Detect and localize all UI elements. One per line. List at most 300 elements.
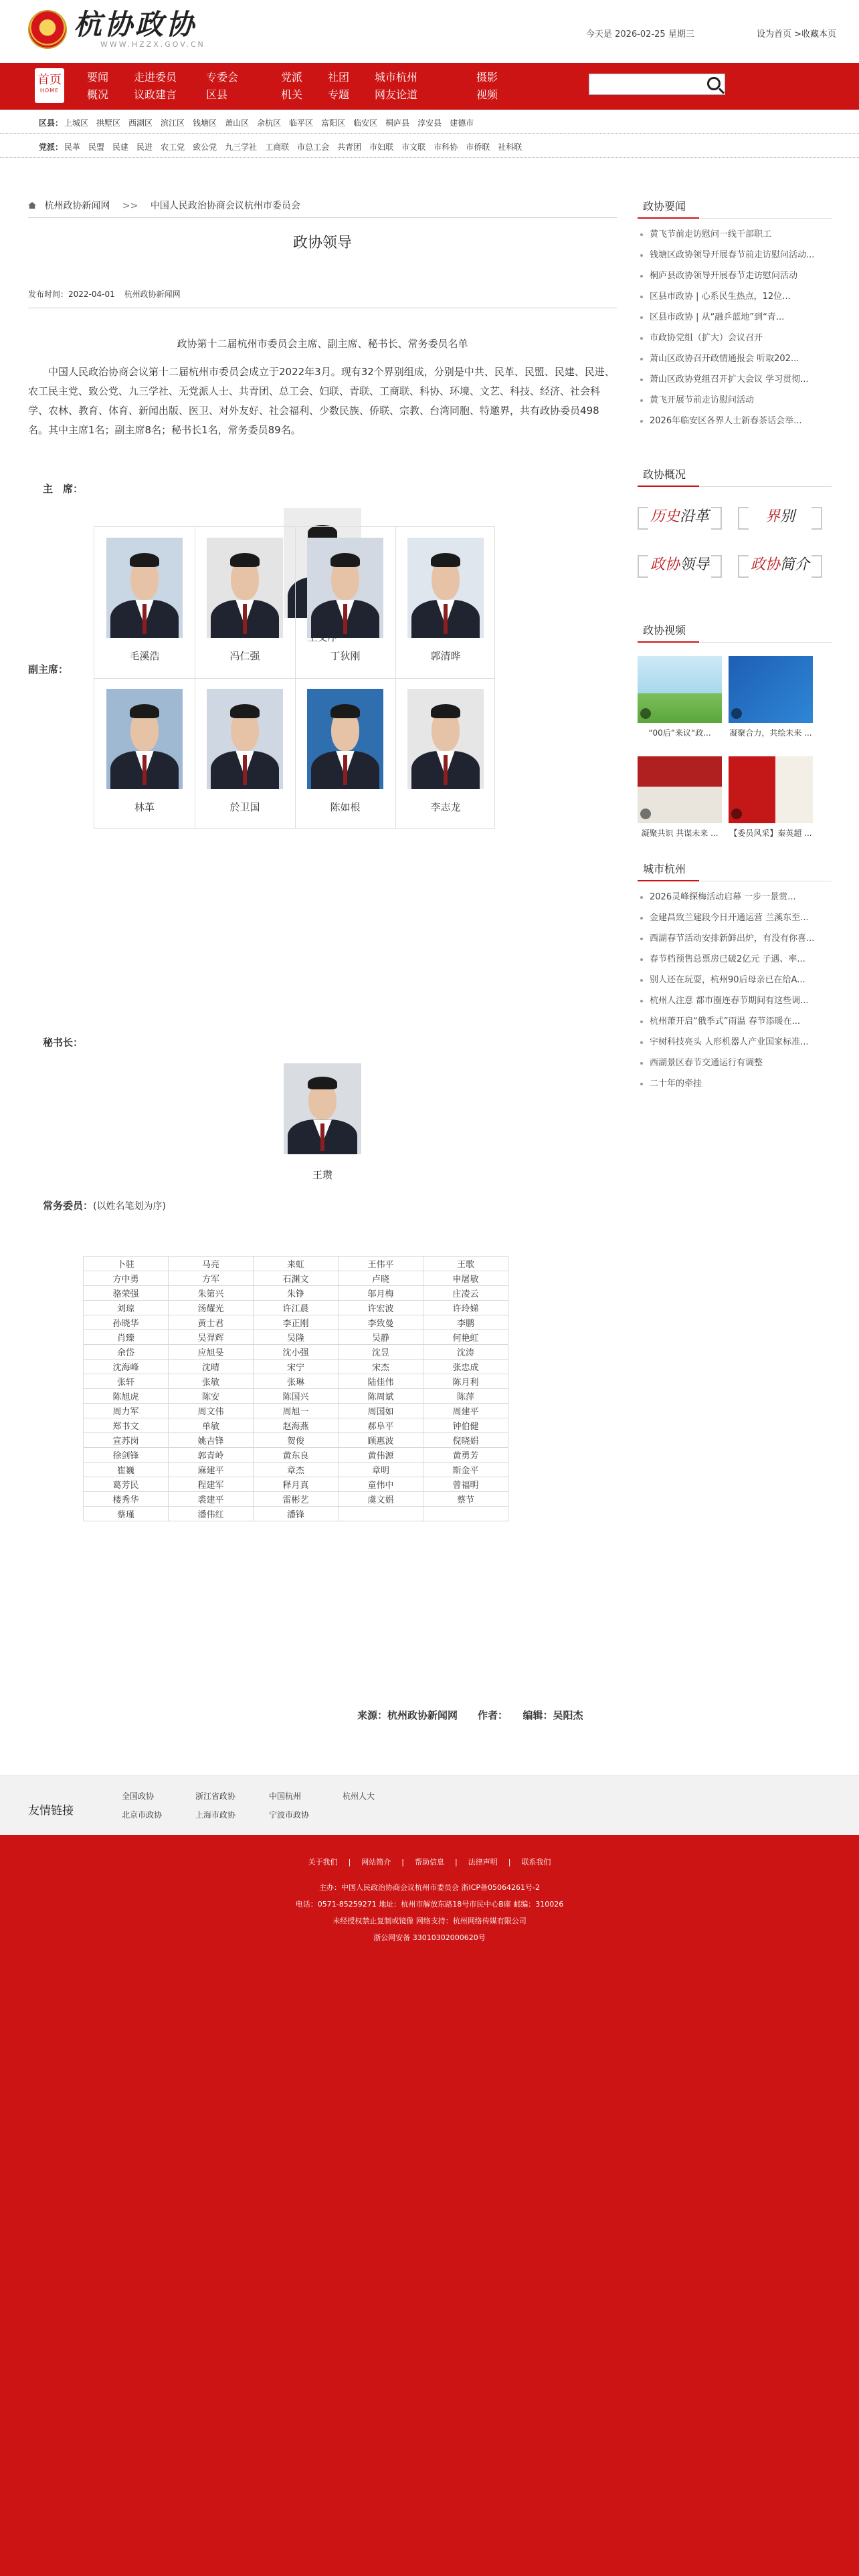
member-name-cell: 倪晓娟 <box>423 1433 508 1448</box>
member-name-cell: 沈昱 <box>339 1345 423 1360</box>
standing-label: 常务委员： <box>43 1200 94 1212</box>
city-news-item[interactable]: 西湖景区春节交通运行有调整 <box>638 1053 832 1073</box>
member-name-cell: 郝阜平 <box>339 1418 423 1433</box>
vice-chair-photo <box>106 538 183 638</box>
city-news-item[interactable]: 二十年的牵挂 <box>638 1073 832 1094</box>
member-name-cell: 许玲娣 <box>423 1301 508 1315</box>
main-nav <box>0 63 859 110</box>
member-name-cell: 申屠敏 <box>423 1271 508 1286</box>
member-name-cell: 方军 <box>169 1271 254 1286</box>
vice-chair-name: 冯仁强 <box>229 650 260 662</box>
member-name-cell: 陈萍 <box>423 1389 508 1404</box>
search-icon[interactable] <box>707 77 721 90</box>
footer-link[interactable]: 关于我们 <box>308 1858 338 1866</box>
play-icon <box>640 708 651 719</box>
footer-contact: 电话：0571-85259271 地址：杭州市解放东路18号市民中心B座 邮编：310026 <box>295 1900 564 1909</box>
district-link[interactable]: 富阳区 <box>321 118 346 128</box>
member-name-cell: 李致曼 <box>339 1315 423 1330</box>
member-name-cell: 章明 <box>339 1463 423 1477</box>
friend-link[interactable]: 浙江省政协 <box>195 1792 236 1801</box>
member-name-cell: 汤耀光 <box>169 1301 254 1315</box>
secretary-name: 王瓒 <box>312 1169 332 1181</box>
member-name-cell: 卢晓 <box>339 1271 423 1286</box>
member-name-cell: 王伟平 <box>339 1257 423 1271</box>
district-link[interactable]: 萧山区 <box>225 118 250 128</box>
top-links <box>757 27 836 39</box>
table-row <box>84 1286 508 1301</box>
table-row <box>84 1330 508 1345</box>
table-row <box>84 1433 508 1448</box>
video-item[interactable] <box>729 756 813 838</box>
party-label: 党派： <box>39 142 64 152</box>
vice-chair-photo <box>106 689 183 789</box>
standing-note: (以姓名笔划为序) <box>93 1201 166 1212</box>
table-row <box>84 1507 508 1521</box>
party-row <box>0 134 859 158</box>
member-name-cell: 石渊文 <box>254 1271 339 1286</box>
district-link[interactable]: 上城区 <box>64 118 89 128</box>
nav-home-button[interactable] <box>35 68 64 103</box>
nav-item-members[interactable]: 走进委员 <box>134 71 177 84</box>
friend-links <box>0 1775 859 1835</box>
site-logo[interactable] <box>28 9 205 49</box>
tile-b: 沿革 <box>680 508 710 525</box>
party-link[interactable]: 市文联 <box>401 142 426 152</box>
news-item[interactable]: 钱塘区政协领导开展春节前走访慰问活动... <box>638 245 832 265</box>
member-name-cell: 卜驻 <box>84 1257 169 1271</box>
member-name-cell: 朱铮 <box>254 1286 339 1301</box>
nav-item-committees[interactable]: 专委会 <box>206 71 239 84</box>
table-row <box>84 1477 508 1492</box>
overview-history[interactable] <box>638 500 722 534</box>
member-name-cell: 沈晴 <box>169 1360 254 1374</box>
party-link[interactable]: 工商联 <box>265 142 290 152</box>
party-items <box>64 141 530 152</box>
member-name-cell: 周文伟 <box>169 1404 254 1418</box>
video-thumbnail <box>638 756 722 823</box>
breadcrumb-current[interactable]: 中国人民政治协商会议杭州市委员会 <box>150 201 300 211</box>
photo-tie <box>444 755 448 785</box>
tile-a: 界 <box>765 508 780 525</box>
member-name-cell: 钟伯健 <box>423 1418 508 1433</box>
member-name-cell: 庄凌云 <box>423 1286 508 1301</box>
breadcrumb-separator: >> <box>122 201 138 211</box>
member-name-cell: 孙晓华 <box>84 1315 169 1330</box>
member-name-cell: 应旭旻 <box>169 1345 254 1360</box>
nav-item-parties[interactable]: 党派 <box>281 71 303 84</box>
vice-chair-name: 陈如根 <box>330 801 361 813</box>
overview-leaders[interactable] <box>638 548 722 582</box>
sidebar-city-list <box>638 887 832 1094</box>
sidebar <box>638 194 832 1094</box>
friend-link[interactable]: 北京市政协 <box>122 1810 163 1820</box>
video-caption: 【委员风采】秦英超 ... <box>729 829 812 838</box>
member-name-cell: 王歌 <box>423 1257 508 1271</box>
table-row <box>84 1448 508 1463</box>
member-name-cell: 章杰 <box>254 1463 339 1477</box>
friend-link[interactable]: 上海市政协 <box>195 1810 236 1820</box>
vice-chair-name: 郭清晔 <box>430 650 461 662</box>
video-grid <box>638 656 832 857</box>
member-name-cell: 朱第兴 <box>169 1286 254 1301</box>
table-row <box>84 1418 508 1433</box>
table-row <box>84 1404 508 1418</box>
nav-col-4 <box>281 69 302 104</box>
photo-hair <box>431 553 460 567</box>
member-name-cell: 宋宁 <box>254 1360 339 1374</box>
district-label: 区县： <box>39 118 64 128</box>
member-name-cell: 楼秀华 <box>84 1492 169 1507</box>
breadcrumb-home[interactable]: 杭州政协新闻网 <box>44 201 110 211</box>
sidebar-overview-title: 政协概况 <box>638 462 699 487</box>
photo-tie <box>142 755 147 785</box>
footer-beian: 浙公网安备 33010302000620号 <box>373 1933 486 1942</box>
friend-link[interactable]: 全国政协 <box>122 1792 155 1801</box>
article-meta <box>28 288 617 300</box>
district-link[interactable]: 桐庐县 <box>385 118 410 128</box>
member-name-cell: 吴静 <box>339 1330 423 1345</box>
member-name-cell: 童伟中 <box>339 1477 423 1492</box>
member-name-cell: 周旭一 <box>254 1404 339 1418</box>
member-name-cell: 马亮 <box>169 1257 254 1271</box>
district-link[interactable]: 拱墅区 <box>96 118 121 128</box>
sidebar-news-title: 政协要闻 <box>638 194 699 219</box>
member-name-cell: 许宏波 <box>339 1301 423 1315</box>
member-name-cell: 斯金平 <box>423 1463 508 1477</box>
news-item[interactable]: 市政协党组（扩大）会议召开 <box>638 328 832 348</box>
member-name-cell: 宣苏岗 <box>84 1433 169 1448</box>
member-name-cell: 贺俊 <box>254 1433 339 1448</box>
tile-a: 政协 <box>750 556 780 573</box>
footer-link[interactable]: 联系我们 <box>521 1858 551 1866</box>
party-link[interactable]: 共青团 <box>337 142 362 152</box>
district-link[interactable]: 建德市 <box>450 118 474 128</box>
party-link[interactable]: 民进 <box>136 142 153 152</box>
footer-separator: | <box>401 1858 404 1866</box>
nav-item-news[interactable]: 要闻 <box>87 71 109 84</box>
photo-tie <box>142 604 147 634</box>
table-row <box>84 1345 508 1360</box>
play-icon <box>731 809 742 819</box>
sidebar-video-title: 政协视频 <box>638 618 699 643</box>
member-name-cell: 潘锋 <box>254 1507 339 1521</box>
member-name-cell: 赵海燕 <box>254 1418 339 1433</box>
publisher: 杭州政协新闻网 <box>124 290 181 299</box>
member-name-cell: 沈涛 <box>423 1345 508 1360</box>
member-name-cell: 崔巍 <box>84 1463 169 1477</box>
member-name-cell: 吴羿辉 <box>169 1330 254 1345</box>
cppcc-emblem-icon <box>28 10 67 49</box>
standing-members-table <box>83 1256 508 1521</box>
member-name-cell: 曾福明 <box>423 1477 508 1492</box>
home-label-en: HOME <box>39 88 60 94</box>
photo-hair <box>308 1077 337 1089</box>
video-item[interactable] <box>638 656 722 738</box>
member-name-cell: 吴隆 <box>254 1330 339 1345</box>
district-link[interactable]: 临安区 <box>353 118 378 128</box>
nav-item-societies[interactable]: 社团 <box>328 71 350 84</box>
vice-chair-photo <box>407 538 484 638</box>
video-item[interactable] <box>729 656 813 738</box>
photo-hair <box>330 553 359 567</box>
friend-link[interactable]: 宁波市政协 <box>269 1810 310 1820</box>
vice-chair-photo <box>307 689 383 789</box>
footer-separator: | <box>508 1858 511 1866</box>
vice-chair-name: 李志龙 <box>430 801 461 813</box>
standing-heading <box>43 1198 166 1212</box>
member-name-cell: 黄东良 <box>254 1448 339 1463</box>
district-link[interactable]: 临平区 <box>289 118 314 128</box>
sidebar-news-list <box>638 224 832 431</box>
vice-chair-photo <box>307 538 383 638</box>
video-item[interactable] <box>638 756 722 838</box>
vice-chair-photo <box>207 689 283 789</box>
friend-link[interactable]: 杭州人大 <box>343 1792 375 1801</box>
member-name-cell: 周力军 <box>84 1404 169 1418</box>
member-name-cell: 周国如 <box>339 1404 423 1418</box>
video-caption: “00后”来议“政... <box>648 728 711 738</box>
nav-item-districts[interactable]: 区县 <box>206 88 228 101</box>
party-link[interactable]: 市妇联 <box>369 142 394 152</box>
member-name-cell: 来虹 <box>254 1257 339 1271</box>
vice-chair-photo <box>207 538 283 638</box>
member-name-cell: 张轩 <box>84 1374 169 1389</box>
photo-tie <box>343 604 348 634</box>
party-link[interactable]: 民革 <box>64 142 81 152</box>
member-name-cell: 陈周斌 <box>339 1389 423 1404</box>
chair-label: 主 席： <box>43 483 84 495</box>
city-news-item[interactable]: 2026灵峰探梅活动启幕 一步一景赏... <box>638 887 832 907</box>
district-link[interactable]: 余杭区 <box>257 118 282 128</box>
member-name-cell: 雷彬艺 <box>254 1492 339 1507</box>
photo-hair <box>431 704 460 718</box>
nav-item-overview[interactable]: 概况 <box>87 88 109 101</box>
tile-b: 别 <box>780 508 795 525</box>
member-name-cell: 徐剑锋 <box>84 1448 169 1463</box>
footer-host: 主办：中国人民政治协商会议杭州市委员会 浙ICP备05064261号-2 <box>318 1883 540 1892</box>
nav-col-5 <box>328 69 349 104</box>
member-name-cell: 郑书文 <box>84 1418 169 1433</box>
photo-hair <box>130 553 159 567</box>
city-news-item[interactable]: 杭州萧开启“俄季式”雨温 春节添暖在... <box>638 1011 832 1032</box>
member-name-cell: 陆佳伟 <box>339 1374 423 1389</box>
party-link[interactable]: 民建 <box>112 142 129 152</box>
member-name-cell: 程建军 <box>169 1477 254 1492</box>
video-thumbnail <box>729 756 813 823</box>
table-row <box>84 1389 508 1404</box>
member-name-cell: 沈小强 <box>254 1345 339 1360</box>
article-source: 来源：杭州政协新闻网 作者： 编辑：吴阳杰 <box>357 1709 583 1721</box>
nav-col-1 <box>87 69 108 104</box>
search-input[interactable] <box>589 74 725 95</box>
footer-rights: 未经授权禁止复制或镜像 网络支持：杭州网络传媒有限公司 <box>332 1917 527 1925</box>
party-link[interactable]: 市总工会 <box>297 142 330 152</box>
video-thumbnail <box>729 656 813 723</box>
add-favorite-link[interactable]: >收藏本页 <box>794 29 837 39</box>
member-name-cell: 李正刚 <box>254 1315 339 1330</box>
member-name-cell: 陈安 <box>169 1389 254 1404</box>
city-news-item[interactable]: 别人还在玩耍，杭州90后母亲已在给A... <box>638 970 832 990</box>
tile-b: 简介 <box>780 556 810 573</box>
logo-url: WWW.HZZX.GOV.CN <box>100 40 205 49</box>
member-name-cell: 沈海峰 <box>84 1360 169 1374</box>
nav-col-6 <box>375 69 417 104</box>
news-item[interactable]: 2026年临安区各界人士新春茶话会举... <box>638 411 832 431</box>
home-icon <box>28 202 36 209</box>
table-row <box>84 1315 508 1330</box>
member-name-cell: 葛芳民 <box>84 1477 169 1492</box>
city-news-item[interactable]: 西湖春节活动安排新鲜出炉，有没有你喜... <box>638 928 832 949</box>
city-news-item[interactable]: 宇树科技亮头 人形机器人产业国家标准... <box>638 1032 832 1053</box>
member-name-cell: 潘伟红 <box>169 1507 254 1521</box>
vice-chair-label: 副主席： <box>28 663 69 675</box>
photo-hair <box>330 704 359 718</box>
video-caption: 凝聚合力，共绘未来 ... <box>729 728 812 738</box>
nav-item-video[interactable]: 视频 <box>476 88 498 101</box>
photo-tie <box>343 755 348 785</box>
city-news-item[interactable]: 金建昌致兰建段今日开通运营 兰溪东至... <box>638 907 832 928</box>
news-item[interactable]: 黄飞开展节前走访慰问活动 <box>638 390 832 411</box>
news-item[interactable]: 萧山区政协召开政情通报会 听取202... <box>638 348 832 369</box>
nav-item-city[interactable]: 城市杭州 <box>375 71 418 84</box>
logo-text: 杭协政协 <box>74 8 197 41</box>
member-name-cell: 陈月利 <box>423 1374 508 1389</box>
party-link[interactable]: 民盟 <box>88 142 105 152</box>
member-name-cell <box>339 1507 423 1521</box>
district-link[interactable]: 淳安县 <box>417 118 442 128</box>
nav-item-photo[interactable]: 摄影 <box>476 71 498 84</box>
table-row <box>84 1301 508 1315</box>
member-name-cell: 蔡节 <box>423 1492 508 1507</box>
member-name-cell: 方中勇 <box>84 1271 169 1286</box>
footer-link[interactable]: 法律声明 <box>468 1858 498 1866</box>
photo-tie <box>243 755 248 785</box>
member-name-cell: 李鹏 <box>423 1315 508 1330</box>
tile-a: 政协 <box>650 556 680 573</box>
member-name-cell: 宋杰 <box>339 1360 423 1374</box>
news-item[interactable]: 桐庐县政协领导开展春节走访慰问活动 <box>638 265 832 286</box>
footer-separator: | <box>455 1858 458 1866</box>
member-name-cell: 陈旭虎 <box>84 1389 169 1404</box>
photo-tie <box>243 604 248 634</box>
member-name-cell: 蔡瑾 <box>84 1507 169 1521</box>
friend-link[interactable]: 中国杭州 <box>269 1792 302 1801</box>
home-label: 首页 <box>37 73 62 87</box>
news-item[interactable]: 萧山区政协党组召开扩大会议 学习贯彻... <box>638 369 832 390</box>
member-name-cell: 黄士君 <box>169 1315 254 1330</box>
site-header <box>0 0 859 63</box>
news-item[interactable]: 区县市政协 | 从“融乒蓝地”到“青... <box>638 307 832 328</box>
district-link[interactable]: 西湖区 <box>128 118 153 128</box>
article-paragraph: 中国人民政治协商会议第十二届杭州市委员会成立于2022年3月。现有32个界别组成，分别是中共、民革、民盟、民建、民进、农工民主党、致公党、九三学社、无党派人士、共青团、总工会、妇联、青联、工商联、科协、环境、文艺、科技、经济、社会科学、农林、教育、体育、新闻出版、医卫、对外友好、社会福利、少数民族、侨联、宗教、台湾同胞、特邀界，共有政协委员498名。其中主席1名；副主席8名；秘书长1名，常务委员89名。 <box>28 366 615 436</box>
table-row <box>84 1492 508 1507</box>
member-name-cell: 黄勇芳 <box>423 1448 508 1463</box>
district-link[interactable]: 滨江区 <box>161 118 185 128</box>
party-link[interactable]: 九三学社 <box>225 142 258 152</box>
member-name-cell: 邬月梅 <box>339 1286 423 1301</box>
news-item[interactable]: 区县市政协 | 心系民生热点，12位... <box>638 286 832 307</box>
news-item[interactable]: 黄飞节前走访慰问一线干部职工 <box>638 224 832 245</box>
table-row <box>84 1257 508 1271</box>
vice-chair-photo <box>407 689 484 789</box>
video-caption: 凝聚共识 共谋未来 ... <box>641 829 719 838</box>
play-icon <box>640 809 651 819</box>
party-link[interactable]: 社科联 <box>498 142 522 152</box>
footer-link[interactable]: 网站简介 <box>361 1858 391 1866</box>
member-name-cell: 顾惠波 <box>339 1433 423 1448</box>
party-link[interactable]: 致公党 <box>193 142 217 152</box>
member-name-cell: 许江晨 <box>254 1301 339 1315</box>
member-name-cell: 周建平 <box>423 1404 508 1418</box>
member-name-cell <box>423 1507 508 1521</box>
member-name-cell: 单敏 <box>169 1418 254 1433</box>
sidebar-city-title: 城市杭州 <box>638 857 699 881</box>
site-footer <box>0 1835 859 2576</box>
friend-links-label: 友情链接 <box>28 1804 74 1818</box>
nav-item-forum[interactable]: 网友论道 <box>375 88 418 101</box>
nav-col-7 <box>476 69 498 104</box>
table-row <box>84 1360 508 1374</box>
photo-hair <box>230 704 259 718</box>
member-name-cell: 虞文娟 <box>339 1492 423 1507</box>
secretary-photo <box>284 1063 361 1154</box>
nav-item-proposals[interactable]: 议政建言 <box>134 88 177 101</box>
article-main <box>28 194 617 440</box>
city-news-item[interactable]: 杭州人注意 都市圈连春节期间有这些调... <box>638 990 832 1011</box>
nav-item-topics[interactable]: 专题 <box>328 88 350 101</box>
member-name-cell: 肖臻 <box>84 1330 169 1345</box>
tile-a: 历史 <box>650 508 680 525</box>
article-lead: 政协第十二届杭州市委员会主席、副主席、秘书长、常务委员名单 <box>177 338 468 350</box>
party-link[interactable]: 农工党 <box>161 142 185 152</box>
district-link[interactable]: 钱塘区 <box>193 118 217 128</box>
vice-chair-name: 於卫国 <box>229 801 260 813</box>
vice-chair-name: 毛溪浩 <box>129 650 160 662</box>
today-date: 今天是 2026-02-25 星期三 <box>586 29 694 39</box>
member-name-cell: 张敏 <box>169 1374 254 1389</box>
member-name-cell: 张忠成 <box>423 1360 508 1374</box>
set-home-link[interactable]: 设为首页 <box>757 29 792 39</box>
vice-chair-name: 林革 <box>134 801 155 813</box>
member-name-cell: 黄伟源 <box>339 1448 423 1463</box>
nav-col-2 <box>134 69 177 104</box>
overview-sectors[interactable] <box>738 500 822 534</box>
page-title: 政协领导 <box>292 235 352 251</box>
footer-link[interactable]: 帮助信息 <box>415 1858 444 1866</box>
party-link[interactable]: 市科协 <box>434 142 458 152</box>
breadcrumb <box>28 194 617 218</box>
overview-grid <box>638 500 832 601</box>
photo-hair <box>230 553 259 567</box>
vice-chair-grid <box>94 526 495 829</box>
vice-chair-name: 丁狄刚 <box>330 650 361 662</box>
member-name-cell: 骆荣强 <box>84 1286 169 1301</box>
nav-item-agencies[interactable]: 机关 <box>281 88 303 101</box>
party-link[interactable]: 市侨联 <box>466 142 490 152</box>
district-items <box>64 117 482 128</box>
secretary-label: 秘书长： <box>43 1037 84 1049</box>
member-name-cell: 陈国兴 <box>254 1389 339 1404</box>
publish-time: 发布时间：2022-04-01 <box>28 290 115 299</box>
member-name-cell: 姚吉锋 <box>169 1433 254 1448</box>
member-name-cell: 刘琼 <box>84 1301 169 1315</box>
district-row <box>0 110 859 134</box>
tile-b: 领导 <box>680 556 710 573</box>
member-name-cell: 麻建平 <box>169 1463 254 1477</box>
member-name-cell: 何艳虹 <box>423 1330 508 1345</box>
overview-intro[interactable] <box>738 548 822 582</box>
city-news-item[interactable]: 春节档预售总票房已破2亿元 子遇、率... <box>638 949 832 970</box>
